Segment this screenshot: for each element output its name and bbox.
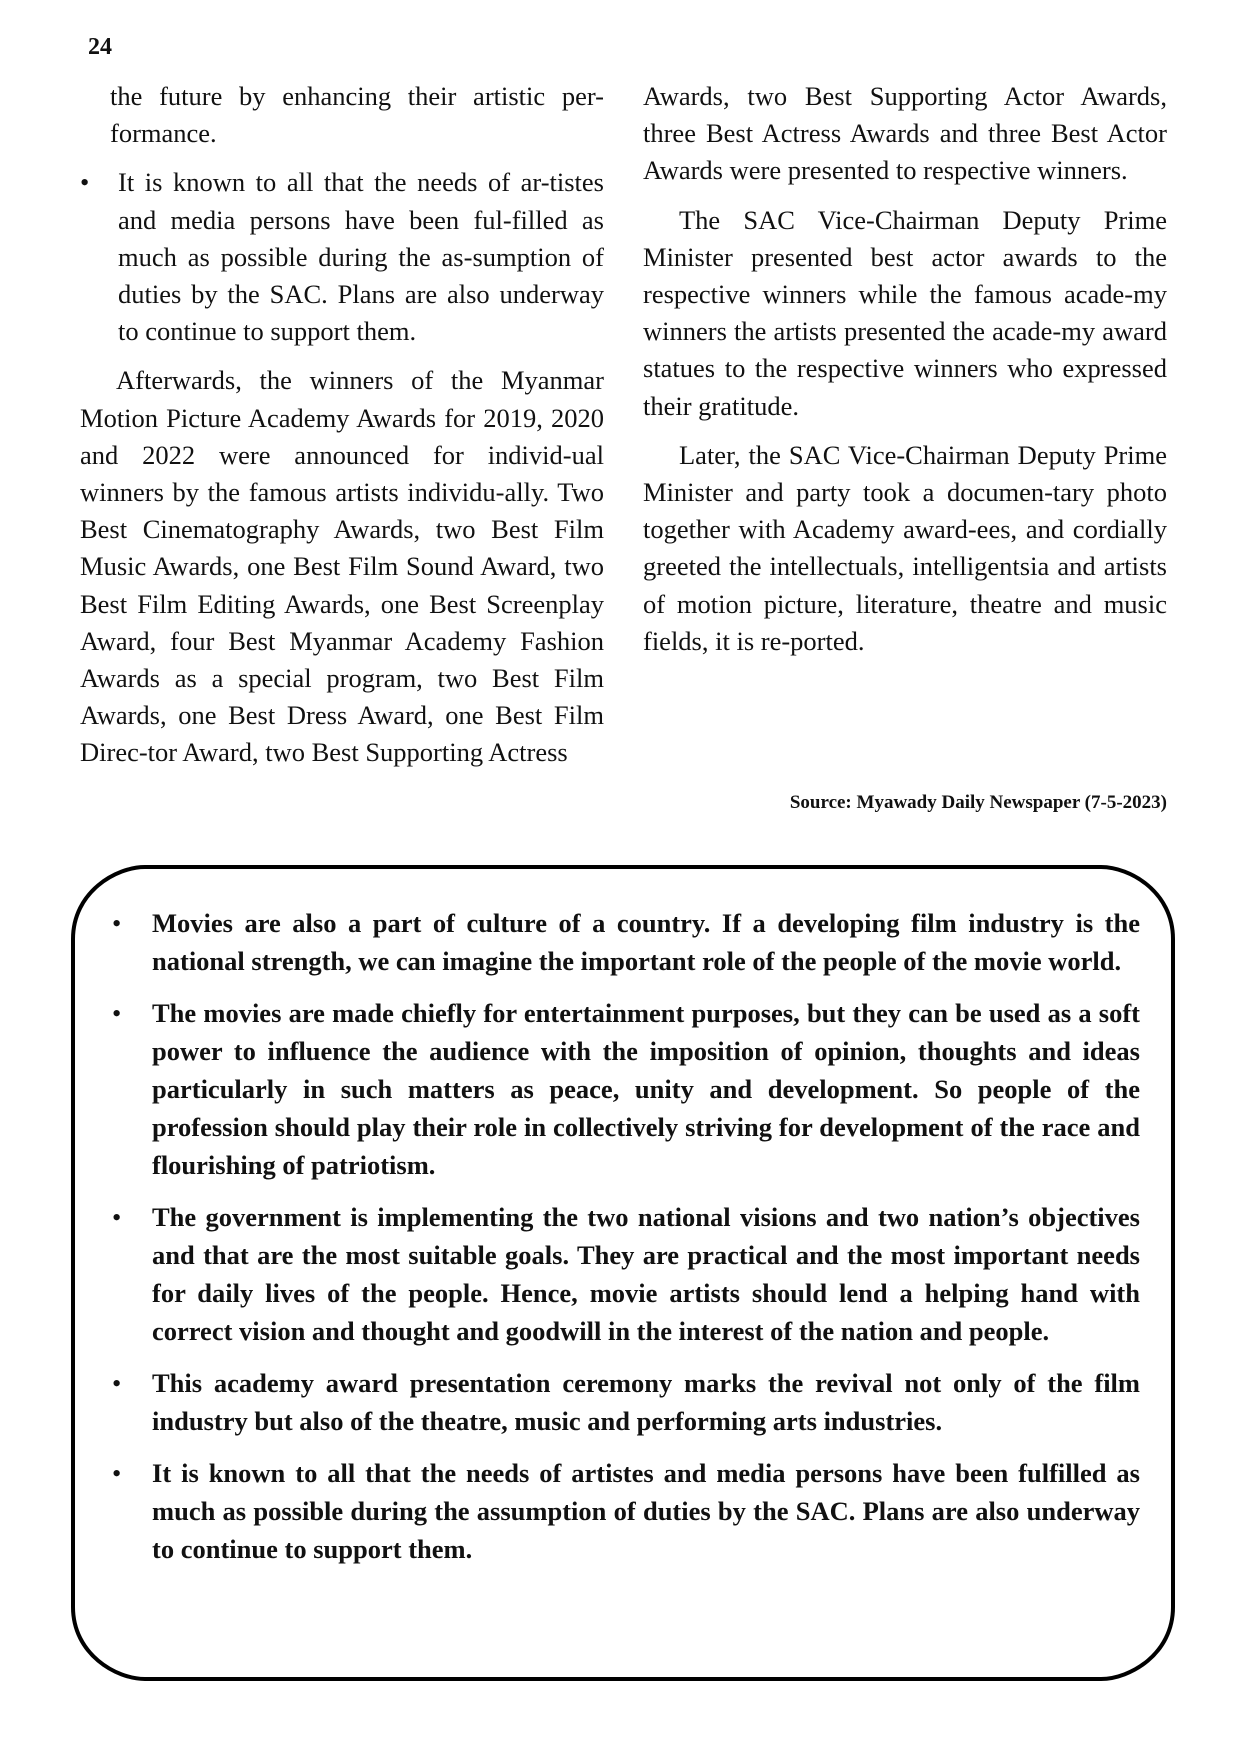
bullet-icon: • <box>112 1458 122 1488</box>
body-paragraph: Afterwards, the winners of the Myanmar Motion Picture Academy Awards for 2019, 2020 and 2022 were announced for individ-ual winners by the famous artists individu-ally. Two Best Cinematography Awards, two Best Film Music Awards, one Best Film Sound Award, two Best Film Editing Awards, one Best Screenplay Award, four Best Myanmar Academy Fashion Awards as a special program, two Best Film Awards, one Best Dress Award, one Best Film Direc-tor Award, two Best Supporting Actress <box>80 365 604 768</box>
list-item <box>112 1198 1140 1350</box>
continuation-text: Awards, two Best Supporting Actor Awards, three Best Actress Awards and three Best Actor Awards were presented to respective winners. <box>643 81 1167 186</box>
right-column <box>643 78 1167 660</box>
list-item-text: Movies are also a part of culture of a country. If a developing film industry is the national strength, we can imagine the important role of the people of the movie world. <box>152 908 1140 976</box>
list-item <box>112 904 1140 980</box>
left-column <box>80 78 604 772</box>
list-item-text: It is known to all that the needs of artistes and media persons have been fulfilled as much as possible during the assumption of duties by the SAC. Plans are also underway to continue to support them. <box>152 1458 1140 1564</box>
list-item <box>80 164 604 350</box>
highlight-box <box>70 864 1176 1682</box>
list-item <box>112 1454 1140 1568</box>
list-item <box>112 994 1140 1184</box>
bullet-icon: • <box>80 167 90 198</box>
highlight-list <box>112 904 1140 1582</box>
page-number: 24 <box>88 34 112 60</box>
list-item-text: The movies are made chiefly for entertainment purposes, but they can be used as a soft power to influence the audience with the imposition of opinion, thoughts and ideas particularly in such matters as peace, unity and development. So people of the profession should play their role in collectively striving for development of the race and flourishing of patriotism. <box>152 998 1140 1180</box>
source-citation: Source: Myawady Daily Newspaper (7-5-2023) <box>789 792 1167 813</box>
list-item <box>112 1364 1140 1440</box>
bullet-icon: • <box>112 998 122 1028</box>
list-item-text: It is known to all that the needs of ar-tistes and media persons have been ful-filled as much as possible during the as-sumption of duties by the SAC. Plans are also underway to continue to support them. <box>118 167 604 347</box>
list-item-text: This academy award presentation ceremony marks the revival not only of the film industry but also of the theatre, music and performing arts industries. <box>152 1368 1140 1436</box>
continuation-text: the future by enhancing their artistic per-formance. <box>110 81 604 149</box>
bullet-icon: • <box>112 908 122 938</box>
list-item-text: The government is implementing the two national visions and two nation’s objectives and that are the most suitable goals. They are practical and the most important needs for daily lives of the people. Hence, movie artists should lend a helping hand with correct vision and thought and goodwill in the interest of the nation and people. <box>152 1202 1140 1346</box>
body-paragraph: The SAC Vice-Chairman Deputy Prime Minister presented best actor awards to the respective winners while the famous acade-my winners the artists presented the acade-my award statues to the respective winners who expressed their gratitude. <box>643 204 1167 421</box>
bullet-icon: • <box>112 1368 122 1398</box>
bullet-icon: • <box>112 1202 122 1232</box>
body-paragraph: Later, the SAC Vice-Chairman Deputy Prime Minister and party took a documen-tary photo together with Academy award-ees, and cordially greeted the intellectuals, intelligentsia and artists of motion picture, literature, theatre and music fields, it is re-ported. <box>643 439 1167 656</box>
